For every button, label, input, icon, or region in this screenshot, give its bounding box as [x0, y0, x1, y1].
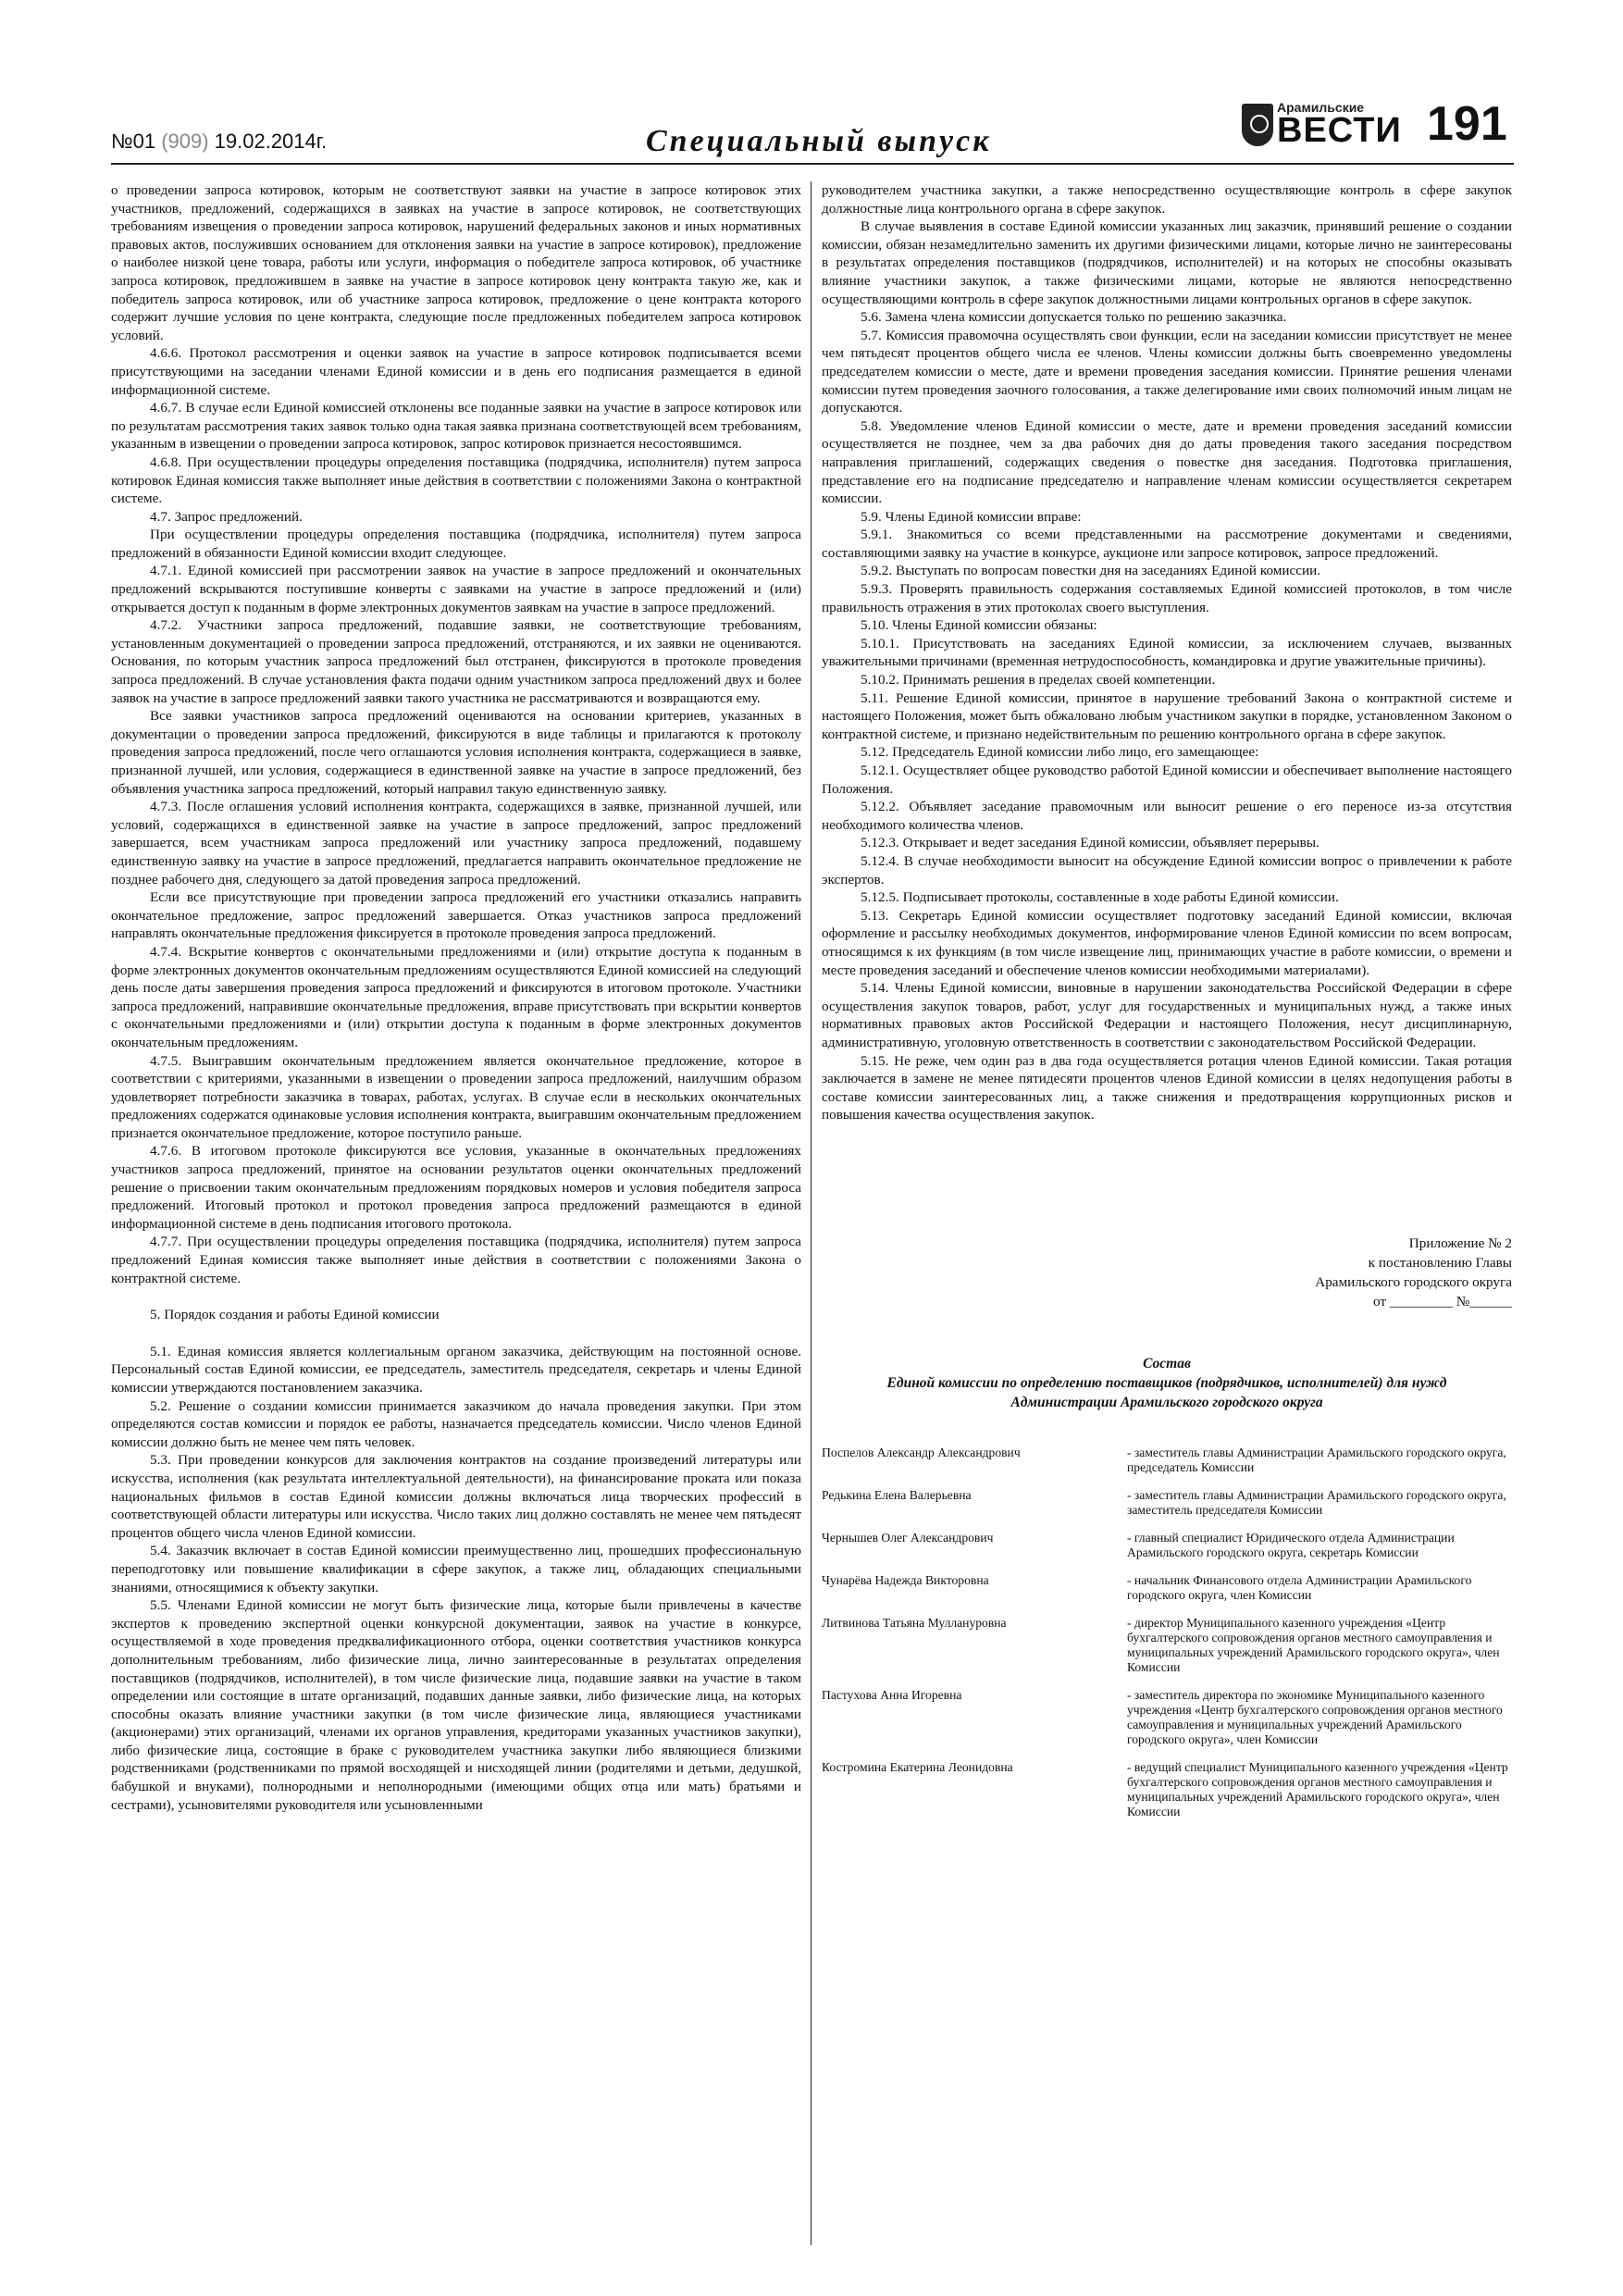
- paragraph: 4.7.5. Выигравшим окончательным предложением является окончательное предложение, которое в соответствии с критериями, указанными в извещении о проведении запроса предложений, наилучшим образом удовлетворяет потребности заказчика в товарах, работах, услугах. В случае если в нескольких окончательных предложениях содержатся одинаковые условия исполнения контракта, выигравшим окончательным предложением признается окончательное предложение, которое поступило раньше.: [111, 1052, 801, 1141]
- coat-of-arms-icon: [1242, 104, 1273, 146]
- issue-number: (909): [161, 130, 209, 153]
- paragraph: 5.9.1. Знакомиться со всеми представленными на рассмотрение документами и сведениями, составляющими заявку на участие в конкурсе, аукционе или запросе котировок, запросе предложений.: [822, 527, 1512, 561]
- paragraph: 4.6.8. При осуществлении процедуры определения поставщика (подрядчика, исполнителя) путем запроса котировок Единая комиссия также выполняет иные действия в соответствии с положениями Закона о контрактной системе.: [111, 453, 801, 507]
- paragraph: При осуществлении процедуры определения поставщика (подрядчика, исполнителя) путем запроса предложений в обязанности Единой комиссии входит следующее.: [111, 527, 801, 561]
- member-row: [822, 1488, 1512, 1531]
- right-column: [822, 181, 1512, 1832]
- paragraph: 5.15. Не реже, чем один раз в два года осуществляется ротация членов Единой комиссии. Такая ротация заключается в замене не менее пятидесяти процентов членов Единой комиссии в целях недопущения работы в составе комиссии заинтересованных лиц, а также снижения и предотвращения коррупционных рисков и повышения качества осуществления закупок.: [822, 1052, 1512, 1123]
- member-name: Пастухова Анна Игоревна: [822, 1687, 962, 1702]
- appendix-title: [822, 1354, 1512, 1412]
- appendix-line: Арамильского городского округа: [1315, 1273, 1512, 1290]
- paragraph: 5.12. Председатель Единой комиссии либо лицо, его замещающее:: [861, 744, 1259, 761]
- member-name: Литвинова Татьяна Муллануровна: [822, 1615, 1007, 1630]
- member-name: Костромина Екатерина Леонидовна: [822, 1759, 1013, 1774]
- member-role: - главный специалист Юридического отдела Администрации Арамильского городского округа, секретарь Комиссии: [1127, 1530, 1455, 1559]
- page-header: [111, 96, 1514, 163]
- member-name: Поспелов Александр Александрович: [822, 1445, 1021, 1459]
- member-role: - директор Муниципального казенного учреждения «Центр бухгалтерского сопровождения органов местного самоуправления и муниципальных учреждений Арамильского городского округа», член Комиссии: [1127, 1615, 1500, 1674]
- appendix-line: от _________ №______: [1372, 1293, 1512, 1309]
- member-row: [822, 1573, 1512, 1616]
- member-role: - ведущий специалист Муниципального казенного учреждения «Центр бухгалтерского сопровождения органов местного самоуправления и муниципальных учреждений Арамильского городского округа», член Комиссии: [1127, 1759, 1508, 1818]
- section-heading: 5. Порядок создания и работы Единой комиссии: [150, 1307, 440, 1323]
- page-number: 191: [1427, 97, 1507, 151]
- paragraph: 4.7.3. После оглашения условий исполнения контракта, содержащихся в заявке, признанной лучшей, или условий, содержащихся в единственной заявке на участие в запросе предложений, запрос предложений завершается, всем участникам запроса предложений или участнику запроса предложений, подавшему единственную заявку на участие в запросе предложений, предлагается направить окончательное предложение не позднее рабочего дня, следующего за датой проведения запроса предложений.: [111, 799, 801, 887]
- member-role: - заместитель директора по экономике Муниципального казенного учреждения «Центр бухгалтерского сопровождения органов местного самоуправления и муниципальных учреждений Арамильского городского округа», член Комиссии: [1127, 1687, 1503, 1746]
- paragraph: 4.7.2. Участники запроса предложений, подавшие заявки, не соответствующие требованиям, установленным документацией о проведении запроса предложений, отстраняются, и их заявки не оцениваются. Основания, по которым участник запроса предложений был отстранен, фиксируются в протоколе проведения запроса предложений. В случае установления факта подачи одним участником запроса предложений двух и более заявок на участие в запросе предложений заявки такого участника не рассматриваются и возвращаются ему.: [111, 617, 801, 706]
- paragraph: 5.10.1. Присутствовать на заседаниях Единой комиссии, за исключением случаев, вызванных уважительными причинами (временная нетрудоспособность, командировка и другие уважительные причины).: [822, 635, 1512, 670]
- issue-prefix: №01: [111, 130, 162, 153]
- paragraph: 5.14. Члены Единой комиссии, виновные в нарушении законодательства Российской Федерации в сфере осуществления закупок товаров, работ, услуг для государственных и муниципальных нужд, а также иных нормативных правовых актов Российской Федерации и настоящего Положения, несут дисциплинарную, административную, уголовную ответственность в соответствии с законодательством Российской Федерации.: [822, 980, 1512, 1050]
- paragraph: 5.6. Замена члена комиссии допускается только по решению заказчика.: [861, 309, 1287, 326]
- appendix-title-line: Единой комиссии по определению поставщиков (подрядчиков, исполнителей) для нужд: [886, 1374, 1447, 1391]
- paragraph: 5.1. Единая комиссия является коллегиальным органом заказчика, действующим на постоянной основе. Персональный состав Единой комиссии, ее председатель, заместитель председателя, секретарь и члены Единой комиссии утверждаются постановлением заказчика.: [111, 1343, 801, 1396]
- paper-name-big: ВЕСТИ: [1277, 111, 1402, 150]
- appendix-line: к постановлению Главы: [1368, 1254, 1512, 1271]
- member-role: - начальник Финансового отдела Администрации Арамильского городского округа, член Комиссии: [1127, 1572, 1472, 1602]
- member-name: Чернышев Олег Александрович: [822, 1530, 994, 1545]
- paragraph: Если все присутствующие при проведении запроса предложений его участники отказались направить окончательное предложение, запрос предложений завершается. Отказ участников запроса предложений направлять окончательные предложения фиксируется в протоколе проведения запроса предложений.: [111, 889, 801, 942]
- paragraph: 4.7.1. Единой комиссией при рассмотрении заявок на участие в запросе предложений и окончательных предложений вскрываются поступившие конверты с заявками на участие в запросе предложений и (или) открывается доступ к поданным в форме электронных документов заявкам на участие в запросе предложений.: [111, 563, 801, 615]
- paragraph: 5.2. Решение о создании комиссии принимается заказчиком до начала проведения закупки. При этом определяются состав комиссии и порядок ее работы, назначается председатель комиссии. Число членов Единой комиссии должно быть не менее чем пять человек.: [111, 1397, 801, 1450]
- column-divider: [811, 181, 812, 2245]
- paragraph: 5.12.4. В случае необходимости выносит на обсуждение Единой комиссии вопрос о привлечении к работе экспертов.: [822, 852, 1512, 887]
- right-paragraphs: [822, 181, 1512, 1124]
- paragraph: 5.3. При проведении конкурсов для заключения контрактов на создание произведений литературы или искусства, исполнения (как результата интеллектуальной деятельности), на финансирование проката или показа национальных фильмов в состав Единой комиссии должны включаться лица творческих профессий в соответствующей области литературы или искусства. Число таких лиц должно составлять не менее чем пятьдесят процентов общего числа членов Единой комиссии.: [111, 1452, 801, 1541]
- paragraph: 5.9.3. Проверять правильность содержания составляемых Единой комиссией протоколов, в том числе правильность отражения в этих протоколах своего выступления.: [822, 581, 1512, 615]
- paragraph: 5.12.5. Подписывает протоколы, составленные в ходе работы Единой комиссии.: [861, 889, 1339, 906]
- paragraph: 4.7.7. При осуществлении процедуры определения поставщика (подрядчика, исполнителя) путем запроса предложений Единая комиссия также выполняет иные действия в соответствии с положениями Закона о контрактной системе.: [111, 1234, 801, 1286]
- member-role: - заместитель главы Администрации Арамильского городского округа, председатель Комиссии: [1127, 1445, 1506, 1474]
- paragraph: 5.9. Члены Единой комиссии вправе:: [861, 508, 1082, 525]
- paragraph: 5.13. Секретарь Единой комиссии осуществляет подготовку заседаний Единой комиссии, включая оформление и рассылку необходимых документов, информирование членов Единой комиссии по всем вопросам, относящимся к их функциям (в том числе извещение лиц, принимающих участие в работе комиссии, о времени и месте проведения заседаний и обеспечение членов комиссии необходимыми материалами).: [822, 907, 1512, 978]
- paragraph: В случае выявления в составе Единой комиссии указанных лиц заказчик, принявший решение о создании комиссии, обязан незамедлительно заменить их другими физическими лицами, которые лично не заинтересованы в результатах определения поставщиков (подрядчиков, исполнителей) и на которых не способны оказывать влияние участники закупок, а также физическими лицами, которые не являются непосредственно осуществляющими контроль в сфере закупок должностными лицами контрольных органов в сфере закупок.: [822, 218, 1512, 307]
- paragraph: 4.6.6. Протокол рассмотрения и оценки заявок на участие в запросе котировок подписывается всеми присутствующими на заседании членами Единой комиссии и в день его подписания размещается в единой информационной системе.: [111, 345, 801, 398]
- appendix-title-line: Состав: [1143, 1355, 1191, 1371]
- member-name: Редькина Елена Валерьевна: [822, 1487, 972, 1502]
- issue-date: 19.02.2014г.: [208, 130, 328, 153]
- paragraph: 5.8. Уведомление членов Единой комиссии о месте, дате и времени проведения заседаний комиссии осуществляется не позднее, чем за два рабочих дня до даты проведения такого заседания посредством направления приглашений, содержащих сведения о повестке дня заседания. Подготовка приглашения, представление его на подписание председателю и направление членам комиссии осуществляется секретарем комиссии.: [822, 417, 1512, 507]
- members-table: [822, 1446, 1512, 1832]
- paragraph: 5.10.2. Принимать решения в пределах своей компетенции.: [861, 672, 1216, 689]
- appendix-title-line: Администрации Арамильского городского округа: [1010, 1394, 1323, 1410]
- paragraph: Все заявки участников запроса предложений оцениваются на основании критериев, указанных в документации о проведении запроса предложений, фиксируются в виде таблицы и прилагаются к протоколу проведения запроса предложений, после чего оглашаются условия исполнения контракта, содержащиеся в заявке, признанной лучшей, или условия, содержащиеся в единственной заявке на участие в запросе предложений, без объявления участника запроса предложений, который направил такую единственную заявку.: [111, 708, 801, 797]
- paragraph: руководителем участника закупки, а также непосредственно осуществляющие контроль в сфере закупок должностные лица контрольного органа в сфере закупок.: [822, 182, 1512, 217]
- appendix-line: Приложение № 2: [1408, 1235, 1512, 1251]
- paragraph: о проведении запроса котировок, которым не соответствуют заявки на участие в запросе котировок этих участников, предложений, содержащихся в заявках на участие в запросе котировок, не соответствующих требованиям извещения о проведении запроса котировок, нарушений федеральных законов и иных нормативных правовых актов, послуживших основанием для отклонения заявки на участие в запросе котировок), предложение о наиболее низкой цене товара, работы или услуги, информация о победителе запроса котировок, об участнике запроса котировок, предложившем в заявке на участие в запросе котировок цену контракта такую же, как и победитель запроса котировок, или об участнике запроса котировок, предложение о цене контракта которого содержит лучшие условия по цене контракта, следующие после предложенных победителем запроса котировок условий.: [111, 182, 801, 343]
- member-row: [822, 1688, 1512, 1760]
- paragraph: 4.7.6. В итоговом протоколе фиксируются все условия, указанные в окончательных предложениях участников запроса предложений, принятое на основании результатов оценки окончательных предложений решение о присвоении таким окончательным предложениям порядковых номеров и условия победителя запроса предложений. Итоговый протокол и протокол проведения запроса предложений размещаются в единой информационной системе в день подписания итогового протокола.: [111, 1143, 801, 1232]
- newspaper-logo: [1242, 96, 1510, 155]
- member-row: [822, 1760, 1512, 1832]
- appendix-header: [822, 1234, 1512, 1311]
- issue-info: [111, 130, 327, 154]
- paragraph: 4.6.7. В случае если Единой комиссией отклонены все поданные заявки на участие в запросе котировок или по результатам рассмотрения таких заявок только одна такая заявка признана соответствующей всем требованиям, указанным в извещении о проведении запроса котировок, запрос котировок признается несостоявшимся.: [111, 400, 801, 453]
- paragraph: 5.9.2. Выступать по вопросам повестки дня на заседаниях Единой комиссии.: [861, 563, 1321, 579]
- paragraph: 5.10. Члены Единой комиссии обязаны:: [861, 617, 1097, 634]
- paper-name-small: Арамильские: [1277, 100, 1365, 115]
- paragraph: 5.12.1. Осуществляет общее руководство работой Единой комиссии и обеспечивает выполнение настоящего Положения.: [822, 763, 1512, 797]
- special-issue-title: Специальный выпуск: [646, 124, 992, 158]
- member-row: [822, 1531, 1512, 1573]
- paragraph: 4.7. Запрос предложений.: [150, 508, 303, 525]
- paragraph: 5.12.2. Объявляет заседание правомочным или выносит решение о его переносе из-за отсутствия необходимого количества членов.: [822, 799, 1512, 833]
- paragraph: 5.5. Членами Единой комиссии не могут быть физические лица, которые были привлечены в качестве экспертов к проведению экспертной оценки конкурсной документации, заявок на участие в конкурсе, осуществляемой в ходе проведения предквалификационного отбора, оценки соответствия участников конкурса дополнительным требованиям, либо физические лица, лично заинтересованные в результатах определения поставщиков (подрядчиков, исполнителей), в том числе физические лица, подавшие заявки на участие в таком определении или состоящие в штате организаций, подавших данные заявки, либо физические лица, на которых способны оказать влияние участники закупки (в том числе физические лица, являющиеся участниками (акционерами) этих организаций, членами их органов управления, кредиторами указанных участников закупки), либо физические лица, состоящие в браке с руководителем участника закупки либо являющиеся близкими родственниками (родственниками по прямой восходящей и нисходящей линии (родителями и детьми, дедушкой, бабушкой и внуками), полнородными и неполнородными (имеющими общих отца или мать) братьями и сестрами), усыновителями руководителя или усыновленными: [111, 1597, 801, 1813]
- left-column: [111, 181, 801, 1814]
- paragraph: 4.7.4. Вскрытие конвертов с окончательными предложениями и (или) открытие доступа к поданным в форме электронных документов окончательным предложениям осуществляются Единой комиссией на следующий день после даты завершения проведения запроса предложений и фиксируются в итоговом протоколе. Участники запроса предложений, направившие окончательные предложения, вправе присутствовать при вскрытии конвертов с окончательными предложениями и (или) открытии доступа к поданным в форме электронных документов окончательным предложениям.: [111, 943, 801, 1050]
- paragraph: 5.7. Комиссия правомочна осуществлять свои функции, если на заседании комиссии присутствует не менее чем пятьдесят процентов общего числа ее членов. Члены комиссии должны быть своевременно уведомлены председателем комиссии о месте, дате и времени проведения заседания комиссии. Принятие решения членами комиссии путем проведения заочного голосования, а также делегирование ими своих полномочий иным лицам не допускаются.: [822, 327, 1512, 416]
- paragraph: 5.12.3. Открывает и ведет заседания Единой комиссии, объявляет перерывы.: [861, 835, 1319, 851]
- paragraph: 5.4. Заказчик включает в состав Единой комиссии преимущественно лиц, прошедших профессиональную переподготовку или повышение квалификации в сфере закупок, а также лиц, обладающих специальными знаниями, относящимися к объекту закупки.: [111, 1543, 801, 1595]
- header-rule: [111, 163, 1514, 165]
- member-row: [822, 1446, 1512, 1488]
- member-name: Чунарёва Надежда Викторовна: [822, 1572, 989, 1587]
- paragraph: 5.11. Решение Единой комиссии, принятое в нарушение требований Закона о контрактной системе и настоящего Положения, может быть обжаловано любым участником закупки в порядке, установленном Законом о контрактной системе, и признано недействительным по решению контрольного органа в сфере закупок.: [822, 689, 1512, 742]
- member-row: [822, 1616, 1512, 1688]
- member-role: - заместитель главы Администрации Арамильского городского округа, заместитель председателя Комиссии: [1127, 1487, 1506, 1517]
